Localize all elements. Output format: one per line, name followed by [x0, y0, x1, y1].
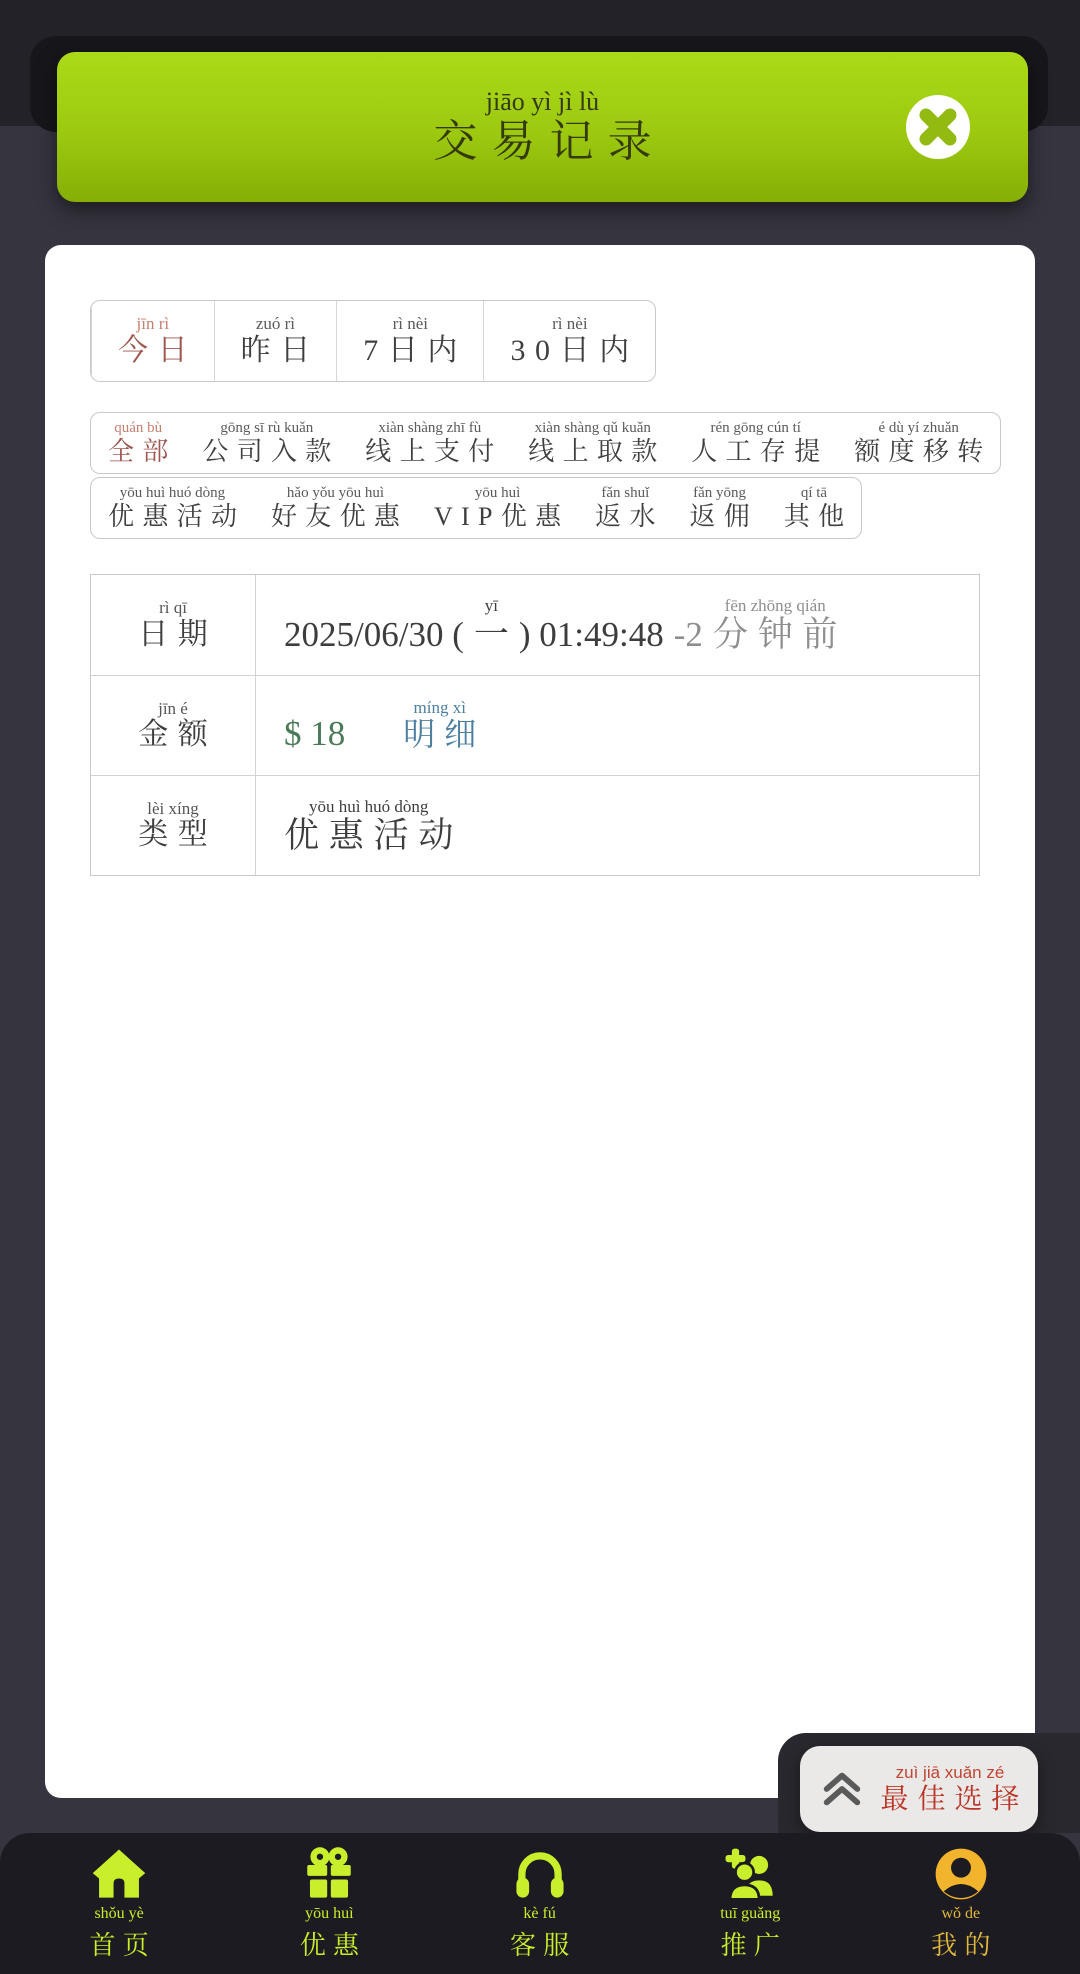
category-filter-tab[interactable]	[578, 478, 672, 538]
category-filter-tab[interactable]	[672, 478, 766, 538]
double-chevron-up-icon	[819, 1766, 865, 1812]
category-filter-tab-label: xiàn shàng zhī fù 线上支付	[365, 420, 503, 467]
category-filter-row-1	[90, 412, 1001, 474]
record-value-date	[256, 575, 979, 675]
category-filter-tab-label: gōng sī rù kuǎn 公司入款	[202, 420, 340, 467]
record-row-type	[91, 775, 979, 875]
date-filter-tab-label: zuó rì 昨日	[240, 314, 320, 367]
category-filter-tab-label: hǎo yǒu yōu huì 好友优惠	[270, 485, 409, 532]
page-title-text: 交易记录	[433, 116, 666, 166]
record-row-amount	[91, 675, 979, 775]
category-filter-tab-label: fǎn yōng 返佣	[689, 485, 759, 532]
category-filter-tab[interactable]	[91, 478, 254, 538]
category-filter-tab[interactable]	[417, 478, 578, 538]
headset-icon	[511, 1845, 569, 1903]
category-filter-tab-label: quán bù 全部	[108, 420, 177, 467]
record-value-amount	[256, 676, 979, 775]
record-table	[90, 574, 980, 876]
category-filter-tab[interactable]	[185, 413, 348, 473]
category-filter-tab-label: qí tā 其他	[783, 485, 853, 532]
category-filter-tab[interactable]	[837, 413, 1000, 473]
category-filter-tab-label: é dù yí zhuǎn 额度移转	[854, 420, 992, 467]
category-filter-tab-label: xiàn shàng qǔ kuǎn 线上取款	[528, 420, 666, 467]
category-filter-tab-label: fǎn shuǐ 返水	[595, 485, 664, 532]
date-filter-tab[interactable]	[483, 301, 655, 381]
category-filter-tab-label: yōu huì VIP优惠	[433, 485, 570, 532]
profile-icon	[932, 1845, 990, 1903]
nav-item-profile[interactable]: wǒ de 我的	[931, 1845, 990, 1962]
category-filter-section	[90, 412, 990, 542]
date-filter-tab-label: rì nèi 30日内	[510, 314, 639, 367]
date-value-segment: fēn zhōng qián 分钟前	[712, 596, 848, 655]
category-filter-tab-label: rén gōng cún tí 人工存提	[691, 420, 829, 467]
record-row-date	[91, 575, 979, 675]
nav-item-support[interactable]: kè fú 客服	[510, 1845, 569, 1962]
close-button[interactable]	[906, 95, 970, 159]
amount-value-segment[interactable]: $ 18	[284, 714, 346, 754]
date-value-segment: ) 01:49:48	[518, 615, 664, 655]
date-filter-tabs	[90, 300, 656, 382]
record-label-type: lèi xíng 类型	[91, 776, 256, 875]
category-filter-tab-label: yōu huì huó dòng 优惠活动	[108, 485, 246, 532]
category-filter-tab[interactable]	[511, 413, 674, 473]
category-filter-row-2	[90, 477, 862, 539]
category-filter-tab[interactable]	[254, 478, 417, 538]
date-value-segment: yī 一	[473, 596, 509, 655]
type-value-segment: yōu huì huó dòng 优惠活动	[284, 796, 464, 855]
modal-header	[57, 52, 1028, 202]
date-value-segment: 2025/06/30 (	[284, 615, 464, 655]
best-choice-label: zuì jiā xuǎn zé 最佳选择	[880, 1763, 1029, 1814]
home-icon	[90, 1845, 148, 1903]
record-label-amount: jīn é 金额	[91, 676, 256, 775]
date-filter-tab[interactable]	[91, 301, 214, 381]
category-filter-tab[interactable]	[767, 478, 861, 538]
date-value-segment: -2	[673, 615, 703, 655]
gift-icon	[300, 1845, 358, 1903]
record-label-date: rì qī 日期	[91, 575, 256, 675]
category-filter-tab[interactable]	[91, 413, 185, 473]
category-filter-tab[interactable]	[674, 413, 837, 473]
nav-item-home[interactable]: shǒu yè 首页	[89, 1845, 148, 1962]
records-panel	[45, 245, 1035, 1798]
date-filter-tab-label: jīn rì 今日	[118, 314, 198, 367]
date-filter-tab[interactable]	[336, 301, 483, 381]
page-title	[433, 86, 666, 167]
bottom-nav	[0, 1833, 1080, 1974]
record-value-type	[256, 776, 979, 875]
date-filter-tab[interactable]	[214, 301, 337, 381]
nav-item-referral[interactable]: tuī guǎng 推广	[720, 1845, 780, 1962]
date-filter-tab-label: rì nèi 7日内	[363, 314, 468, 367]
best-choice-button[interactable]	[800, 1746, 1038, 1832]
amount-value-segment[interactable]: míng xì 明细	[403, 698, 486, 753]
nav-item-promo[interactable]: yōu huì 优惠	[300, 1845, 359, 1962]
category-filter-tab[interactable]	[348, 413, 511, 473]
add-friends-icon	[721, 1845, 779, 1903]
page-title-pinyin: jiāo yì jì lù	[485, 86, 600, 116]
close-icon	[906, 95, 970, 159]
